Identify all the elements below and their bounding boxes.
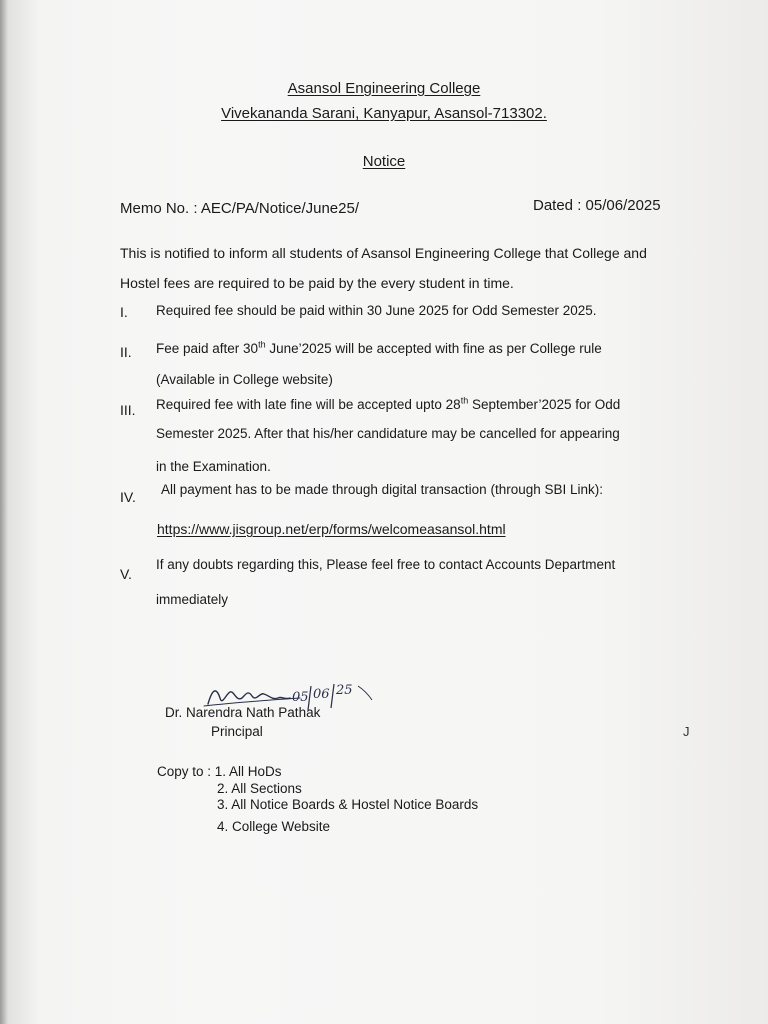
intro-line-1: This is notified to inform all students of Asansol Engineering College that College and [120, 245, 647, 261]
item-v-number: V. [120, 566, 132, 582]
notice-title: Notice [362, 153, 406, 170]
svg-text:05: 05 [292, 690, 309, 705]
item-iii-line-1-post: September’2025 for Odd [468, 397, 621, 412]
memo-number: Memo No. : AEC/PA/Notice/June25/ [120, 200, 359, 217]
signatory-designation: Principal [211, 724, 263, 739]
margin-mark: J [683, 724, 690, 739]
intro-line-2: Hostel fees are required to be paid by the every student in time. [120, 275, 514, 291]
item-iv-text: All payment has to be made through digital transaction (through SBI Link): [161, 482, 603, 497]
item-ii-line-1-post: June’2025 will be accepted with fine as per College rule [265, 341, 602, 356]
item-v-line-1: If any doubts regarding this, Please feel free to contact Accounts Department [156, 557, 616, 572]
copy-to-item-4: 4. College Website [217, 819, 331, 834]
svg-text:25: 25 [336, 683, 353, 698]
college-address: Vivekananda Sarani, Kanyapur, Asansol-713302. [221, 105, 547, 122]
item-ii-line-1-pre: Fee paid after 30 [156, 341, 259, 356]
item-iii-number: III. [120, 402, 136, 418]
item-v-line-2: immediately [156, 592, 229, 607]
item-iii-superscript: th [460, 395, 469, 406]
item-ii-line-2: (Available in College website) [156, 372, 333, 387]
copy-to-item-2: 2. All Sections [217, 781, 302, 796]
item-i-text: Required fee should be paid within 30 June 2025 for Odd Semester 2025. [156, 303, 597, 318]
item-iii-line-1-pre: Required fee with late fine will be accepted upto 28 [156, 397, 461, 412]
college-name: Asansol Engineering College [287, 80, 481, 97]
copy-to-line-1: Copy to : 1. All HoDs [157, 764, 282, 779]
item-ii-number: II. [120, 344, 132, 360]
svg-text:06: 06 [313, 687, 330, 702]
payment-link[interactable]: https://www.jisgroup.net/erp/forms/welcomeasansol.html [157, 521, 506, 537]
item-iv-number: IV. [120, 489, 136, 505]
item-iii-line-1 [156, 397, 620, 412]
item-i-number: I. [120, 304, 128, 320]
item-iii-line-3: in the Examination. [156, 459, 271, 474]
item-ii-line-1 [156, 341, 602, 356]
item-ii-superscript: th [258, 339, 266, 350]
signatory-name: Dr. Narendra Nath Pathak [165, 705, 321, 720]
copy-to-item-3: 3. All Notice Boards & Hostel Notice Boards [217, 797, 479, 812]
memo-date: Dated : 05/06/2025 [533, 197, 661, 214]
item-iii-line-2: Semester 2025. After that his/her candidature may be cancelled for appearing [156, 426, 620, 441]
